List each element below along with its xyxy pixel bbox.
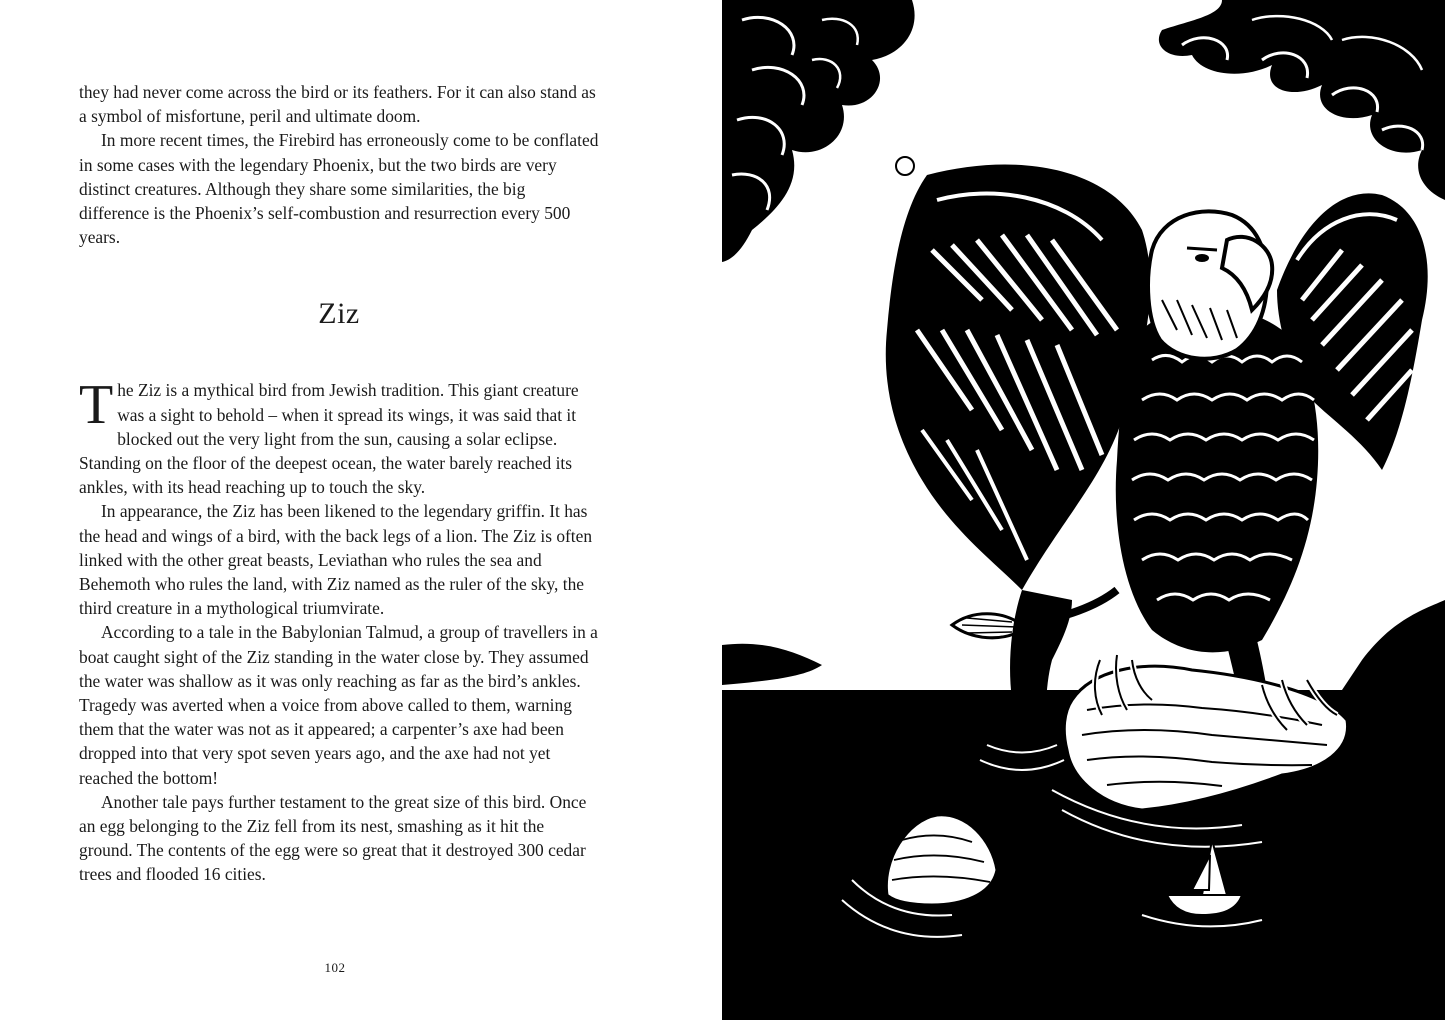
text-block (79, 80, 599, 887)
paragraph-continued: they had never come across the bird or its feathers. For it can also stand as a symbol of misfortune, peril and ultimate doom. (79, 82, 596, 127)
paragraph-ziz-intro (79, 374, 599, 499)
paragraph-firebird-phoenix: In more recent times, the Firebird has erroneously come to be conflated in some cases with the legendary Phoenix, but the two birds are very distinct creatures. Although they share some similarities, the big difference is the Phoenix’s self-combustion and resurrection every 500 years. (79, 130, 599, 248)
left-page (0, 0, 722, 1020)
sun (896, 157, 914, 175)
section-heading: Ziz (318, 297, 360, 331)
paragraph-appearance: In appearance, the Ziz has been likened to the legendary griffin. It has the head and wings of a bird, with the back legs of a lion. The Ziz is often linked with the other great beasts, Leviathan who rules the sea and Behemoth who rules the land, with Ziz named as the ruler of the sky, the third creature in a mythological triumvirate. (79, 501, 593, 619)
right-page (722, 0, 1445, 1020)
ziz-illustration (722, 0, 1445, 1020)
paragraph-egg-tale: Another tale pays further testament to the great size of this bird. Once an egg belonging to the Ziz fell from its nest, smashing as it hit the ground. The contents of the egg were so great that it destroyed 300 cedar trees and flooded 16 cities. (79, 791, 587, 885)
paragraph-ziz-intro-text: he Ziz is a mythical bird from Jewish tradition. This giant creature was a sight to behold – when it spread its wings, it was said that it blocked out the very light from the sun, causing a solar eclipse. Standing on the floor of the deepest ocean, the water barely reached its ankles, with its head reaching up to touch the sky. (79, 380, 579, 498)
drop-cap: T (79, 374, 114, 437)
paragraph-talmud-tale: According to a tale in the Babylonian Talmud, a group of travellers in a boat caught sight of the Ziz standing in the water close by. They assumed the water was shallow as it was only reaching as far as the bird’s ankles. Tragedy was averted when a voice from above called to them, warning them that the water was not as it appeared; a carpenter’s axe had been dropped into that very spot seven years ago, and the axe had not yet reached the bottom! (79, 622, 598, 788)
page-number: 102 (324, 960, 346, 975)
